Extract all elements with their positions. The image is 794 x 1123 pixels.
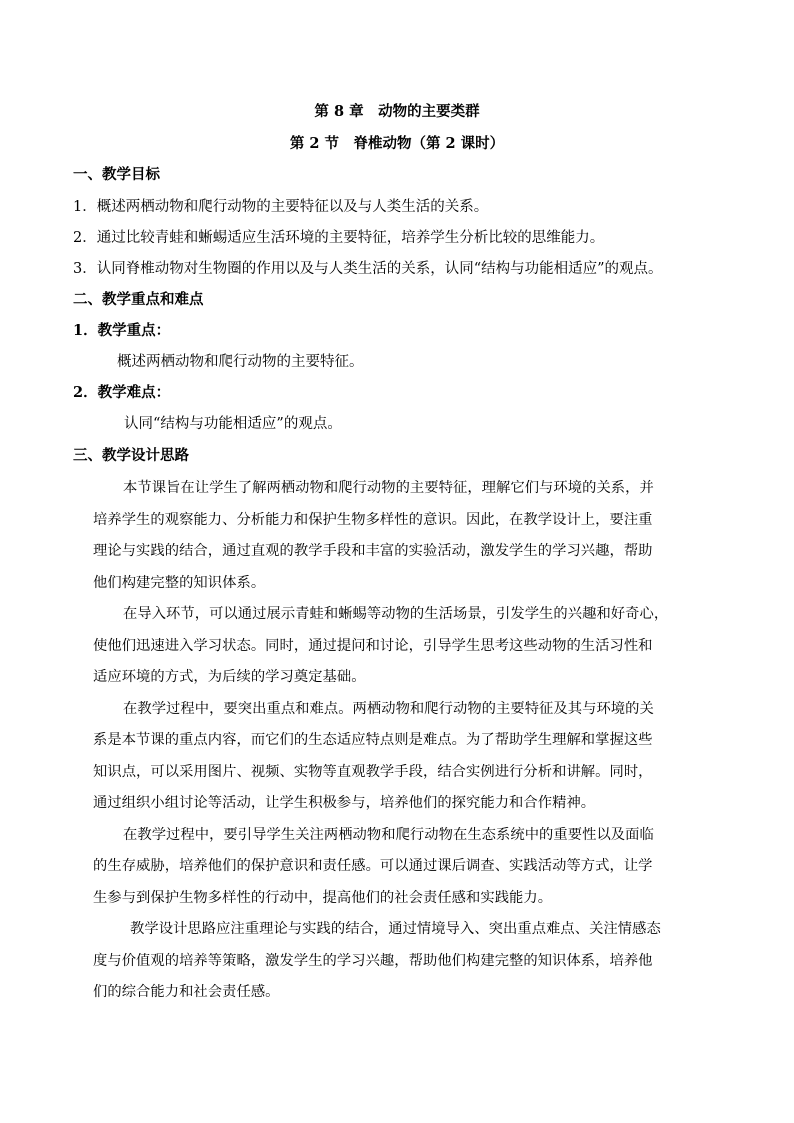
design-line-14: 生参与到保护生物多样性的行动中，提高他们的社会责任感和实践能力。: [93, 890, 553, 906]
design-line-10: 知识点，可以采用图片、视频、实物等直观教学手段，结合实例进行分析和讲解。同时，: [93, 764, 653, 780]
heading-teaching-goals: 一、教学目标: [73, 166, 160, 183]
design-line-11: 通过组织小组讨论等活动，让学生积极参与，培养他们的探究能力和合作精神。: [93, 795, 596, 811]
focus-text: 概述两栖动物和爬行动物的主要特征。: [117, 354, 364, 370]
difficulty-label: 2．教学难点：: [73, 384, 171, 401]
goal-item-3: 3．认同脊椎动物对生物圈的作用以及与人类生活的关系，认同“结构与功能相适应”的观点。: [73, 261, 663, 277]
design-line-15: 教学设计思路应注重理论与实践的结合，通过情境导入、突出重点难点、关注情感态: [130, 921, 661, 937]
section-title: 第 2 节 脊椎动物（第 2 课时）: [289, 135, 505, 152]
design-line-6: 使他们迅速进入学习状态。同时，通过提问和讨论，引导学生思考这些动物的生活习性和: [93, 638, 653, 654]
heading-key-points: 二、教学重点和难点: [73, 291, 204, 308]
design-line-9: 系是本节课的重点内容，而它们的生态适应特点则是难点。为了帮助学生理解和掌握这些: [93, 732, 653, 748]
design-line-12: 在教学过程中，要引导学生关注两栖动物和爬行动物在生态系统中的重要性以及面临: [123, 827, 654, 843]
design-line-5: 在导入环节，可以通过展示青蛙和蜥蜴等动物的生活场景，引发学生的兴趣和好奇心，: [123, 606, 669, 622]
goal-item-2: 2．通过比较青蛙和蜥蜴适应生活环境的主要特征，培养学生分析比较的思维能力。: [73, 230, 605, 246]
design-line-17: 们的综合能力和社会责任感。: [93, 984, 280, 1000]
design-line-13: 的生存威胁，培养他们的保护意识和责任感。可以通过课后调查、实践活动等方式，让学: [93, 858, 653, 874]
goal-item-1: 1．概述两栖动物和爬行动物的主要特征以及与人类生活的关系。: [73, 199, 489, 215]
chapter-title: 第 8 章 动物的主要类群: [314, 103, 480, 120]
design-line-1: 本节课旨在让学生了解两栖动物和爬行动物的主要特征，理解它们与环境的关系，并: [123, 480, 654, 496]
design-line-7: 适应环境的方式，为后续的学习奠定基础。: [93, 669, 366, 685]
focus-label: 1．教学重点：: [73, 322, 171, 339]
design-line-4: 他们构建完整的知识体系。: [93, 575, 266, 591]
design-line-16: 度与价值观的培养等策略，激发学生的学习兴趣，帮助他们构建完整的知识体系，培养他: [93, 953, 653, 969]
difficulty-text: 认同“结构与功能相适应”的观点。: [124, 416, 342, 432]
heading-design-approach: 三、教学设计思路: [73, 447, 189, 464]
design-line-2: 培养学生的观察能力、分析能力和保护生物多样性的意识。因此，在教学设计上，要注重: [93, 512, 653, 528]
design-line-8: 在教学过程中，要突出重点和难点。两栖动物和爬行动物的主要特征及其与环境的关: [123, 701, 654, 717]
design-line-3: 理论与实践的结合，通过直观的教学手段和丰富的实验活动，激发学生的学习兴趣，帮助: [93, 543, 653, 559]
